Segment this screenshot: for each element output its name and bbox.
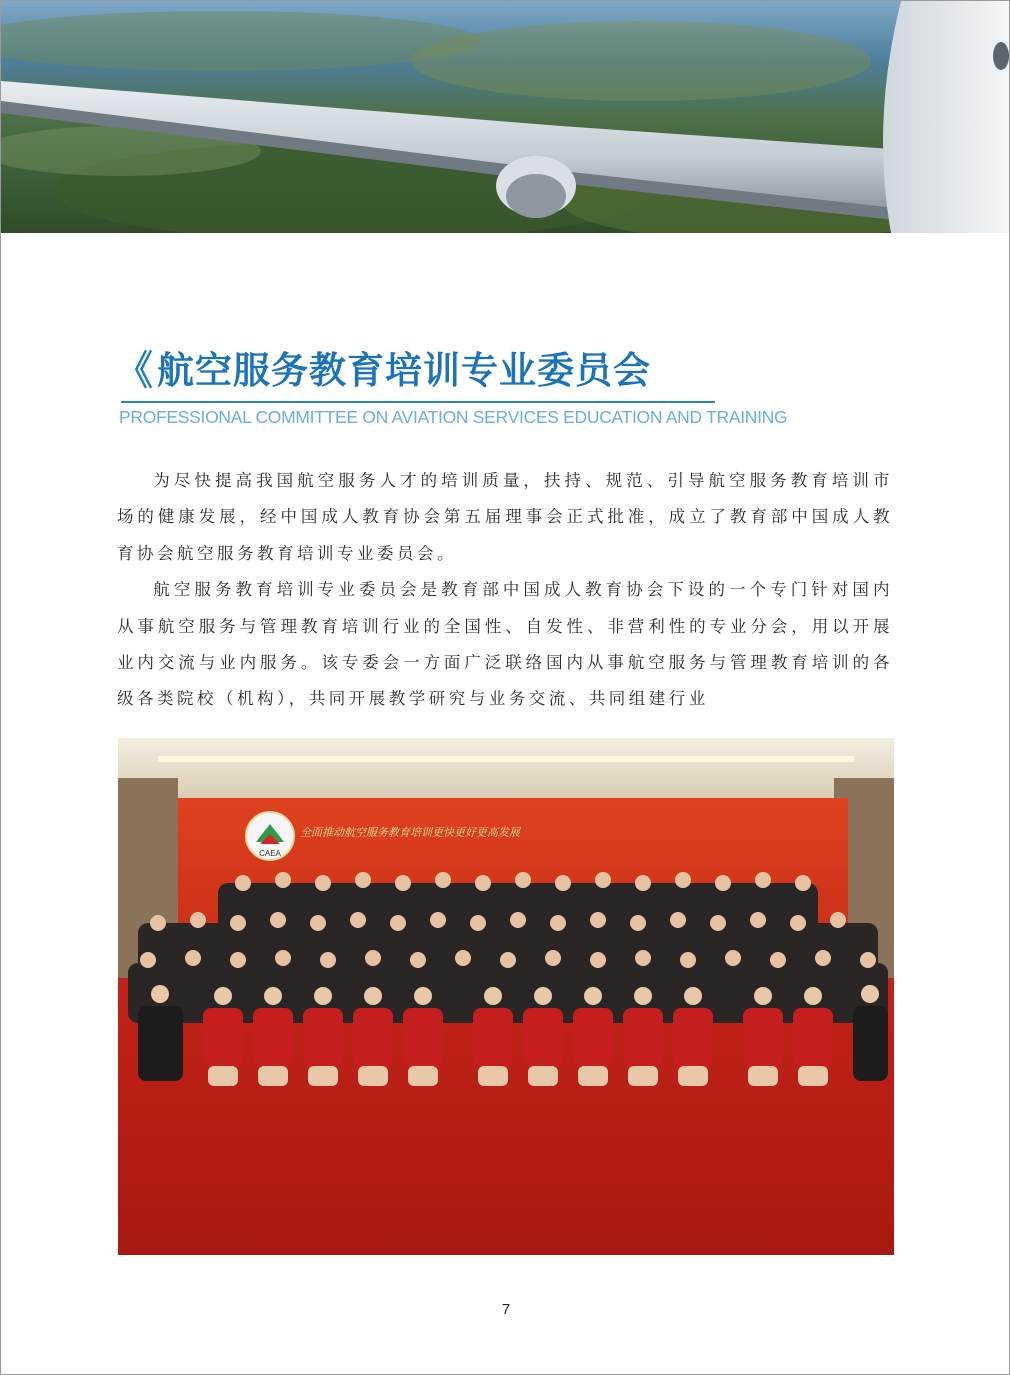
page-title: 航空服务教育培训专业委员会 bbox=[157, 349, 651, 392]
title-underline bbox=[121, 401, 715, 403]
header-banner-image bbox=[1, 1, 1009, 233]
airplane-wing-illustration bbox=[1, 1, 1009, 233]
paragraph-1: 为尽快提高我国航空服务人才的培训质量，扶持、规范、引导航空服务教育培训市场的健康发展，经中国成人教育协会第五届理事会正式批准，成立了教育部中国成人教育协会航空服务教育培训专业委员会。 bbox=[117, 471, 893, 563]
paragraph-2: 航空服务教育培训专业委员会是教育部中国成人教育协会下设的一个专门针对国内从事航空服务与管理教育培训行业的全国性、自发性、非营利性的专业分会，用以开展业内交流与业内服务。该专委会一方面广泛联络国内从事航空服务与管理教育培训的各级各类院校（机构），共同开展教学研究与业务交流、共同组建行业 bbox=[117, 580, 893, 709]
body-text bbox=[117, 463, 893, 718]
group-photo bbox=[118, 738, 894, 1255]
heading-marker: 《 bbox=[116, 346, 148, 394]
caea-logo-text: CAEA bbox=[259, 849, 281, 858]
backdrop-banner-text: 全面推动航空服务教育培训更快更好更高发展 bbox=[300, 826, 520, 839]
section-heading bbox=[115, 337, 788, 427]
page-number: 7 bbox=[501, 1301, 511, 1318]
english-subtitle: PROFESSIONAL COMMITTEE ON AVIATION SERVICES EDUCATION AND TRAINING bbox=[119, 407, 788, 427]
group-photo-illustration bbox=[118, 738, 894, 1255]
